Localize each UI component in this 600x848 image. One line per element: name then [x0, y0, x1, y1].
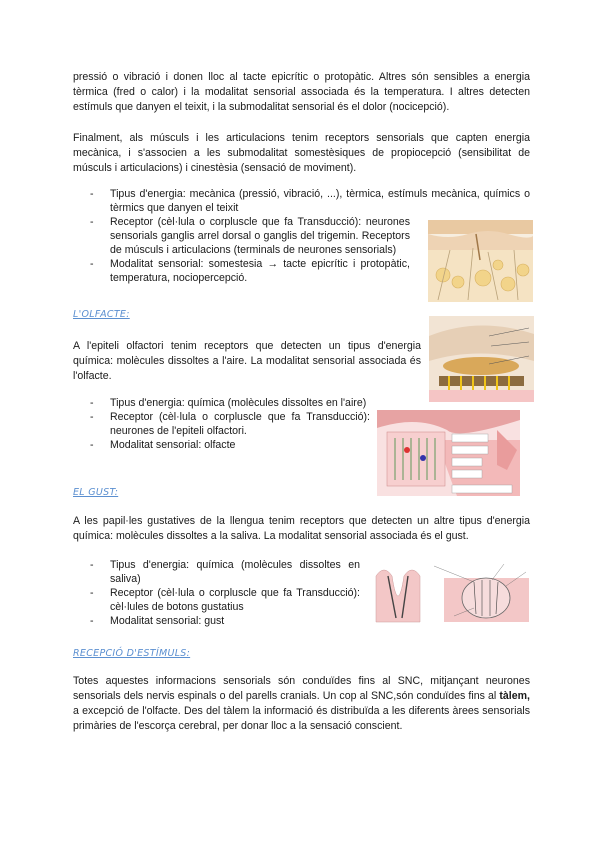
paragraph-olfacte: A l'epiteli olfactori tenim receptors que detecten un tipus d'energia química: molècules dissoltes a l'aire. La modalitat sensorial associada és l'olfacte. — [73, 340, 421, 382]
paragraph-gust: A les papil·les gustatives de la llengua tenim receptors que detecten un altre tipus d'energia química: molècules dissoltes a la saliva. La modalitat sensorial associada és el gust. — [73, 515, 530, 542]
bullet-receptor: - Receptor (cèl·lula o corpluscle que fa Transducció): cèl·lules de botons gustatius — [90, 586, 360, 614]
paragraph-text: a excepció de l'olfacte. Des del tàlem la informació és distribuïda a les diferents àrees sensorials primàries de l'escorça cerebral, per donar lloc a la sensació conscient. — [73, 705, 530, 732]
bold-term-talem: tàlem, — [499, 690, 530, 702]
paragraph-propiocepcio: Finalment, als músculs i les articulacions tenim receptors sensorials que capten energia mecànica, i s'associen a les submodalitat somestèsiques de propiocepció (sensibilitat de músculs i articulacions) i cinestèsia (sensació de moviment). — [73, 132, 530, 174]
heading-gust: EL GUST: — [73, 487, 119, 498]
olfactory-bulb-illustration — [429, 316, 534, 402]
bullet-tipus-energia: - Tipus d'energia: mecànica (pressió, vibració, ...), tèrmica, estímuls mecànica, químics o tèrmics que danyen el teixit — [90, 187, 530, 215]
nasal-cavity-illustration — [377, 410, 520, 496]
bullet-list-olfacte — [90, 396, 370, 452]
taste-bud-illustration — [374, 556, 534, 626]
heading-recepcio-estimuls: RECEPCIÓ D'ESTÍMULS: — [73, 648, 191, 659]
bullet-modalitat: - Modalitat sensorial: olfacte — [90, 438, 370, 452]
bullet-modalitat: - Modalitat sensorial: somestesia → tacte epicrític i protopàtic, temperatura, nociopercepció. — [90, 257, 410, 285]
heading-olfacte: L'OLFACTE: — [73, 309, 130, 320]
bullet-receptor: - Receptor (cèl·lula o corpluscle que fa Transducció): neurones de l'epiteli olfactori. — [90, 410, 370, 438]
bullet-receptor: - Receptor (cèl·lula o corpluscle que fa Transducció): neurones sensorials ganglis arrel dorsal o ganglis del trigemin. Receptors de músculs i articulacions (terminals de neurones sensorials) — [90, 215, 410, 257]
bullet-tipus-energia: - Tipus d'energia: química (molècules dissoltes en saliva) — [90, 558, 360, 586]
bullet-modalitat: - Modalitat sensorial: gust — [90, 614, 360, 628]
bullet-list-gust — [90, 558, 360, 628]
skin-receptors-illustration — [428, 220, 533, 302]
bullet-tipus-energia: - Tipus d'energia: química (molècules dissoltes en l'aire) — [90, 396, 370, 410]
paragraph-tacte-temperatura-dolor: pressió o vibració i donen lloc al tacte epicrític o protopàtic. Altres són sensibles a energia tèrmica (fred o calor) i la modalitat sensorial associada és la temperatura. I altres detecten estímuls que danyen el teixit, i la submodalitat sensorial és el dolor (nocicepció). — [73, 71, 530, 113]
paragraph-text: Totes aquestes informacions sensorials són conduïdes fins al SNC, mitjançant neurones sensorials dels nervis espinals o del parells cranials. Un cop al SNC,són conduïdes fins al — [73, 675, 530, 702]
paragraph-recepcio — [73, 674, 530, 734]
